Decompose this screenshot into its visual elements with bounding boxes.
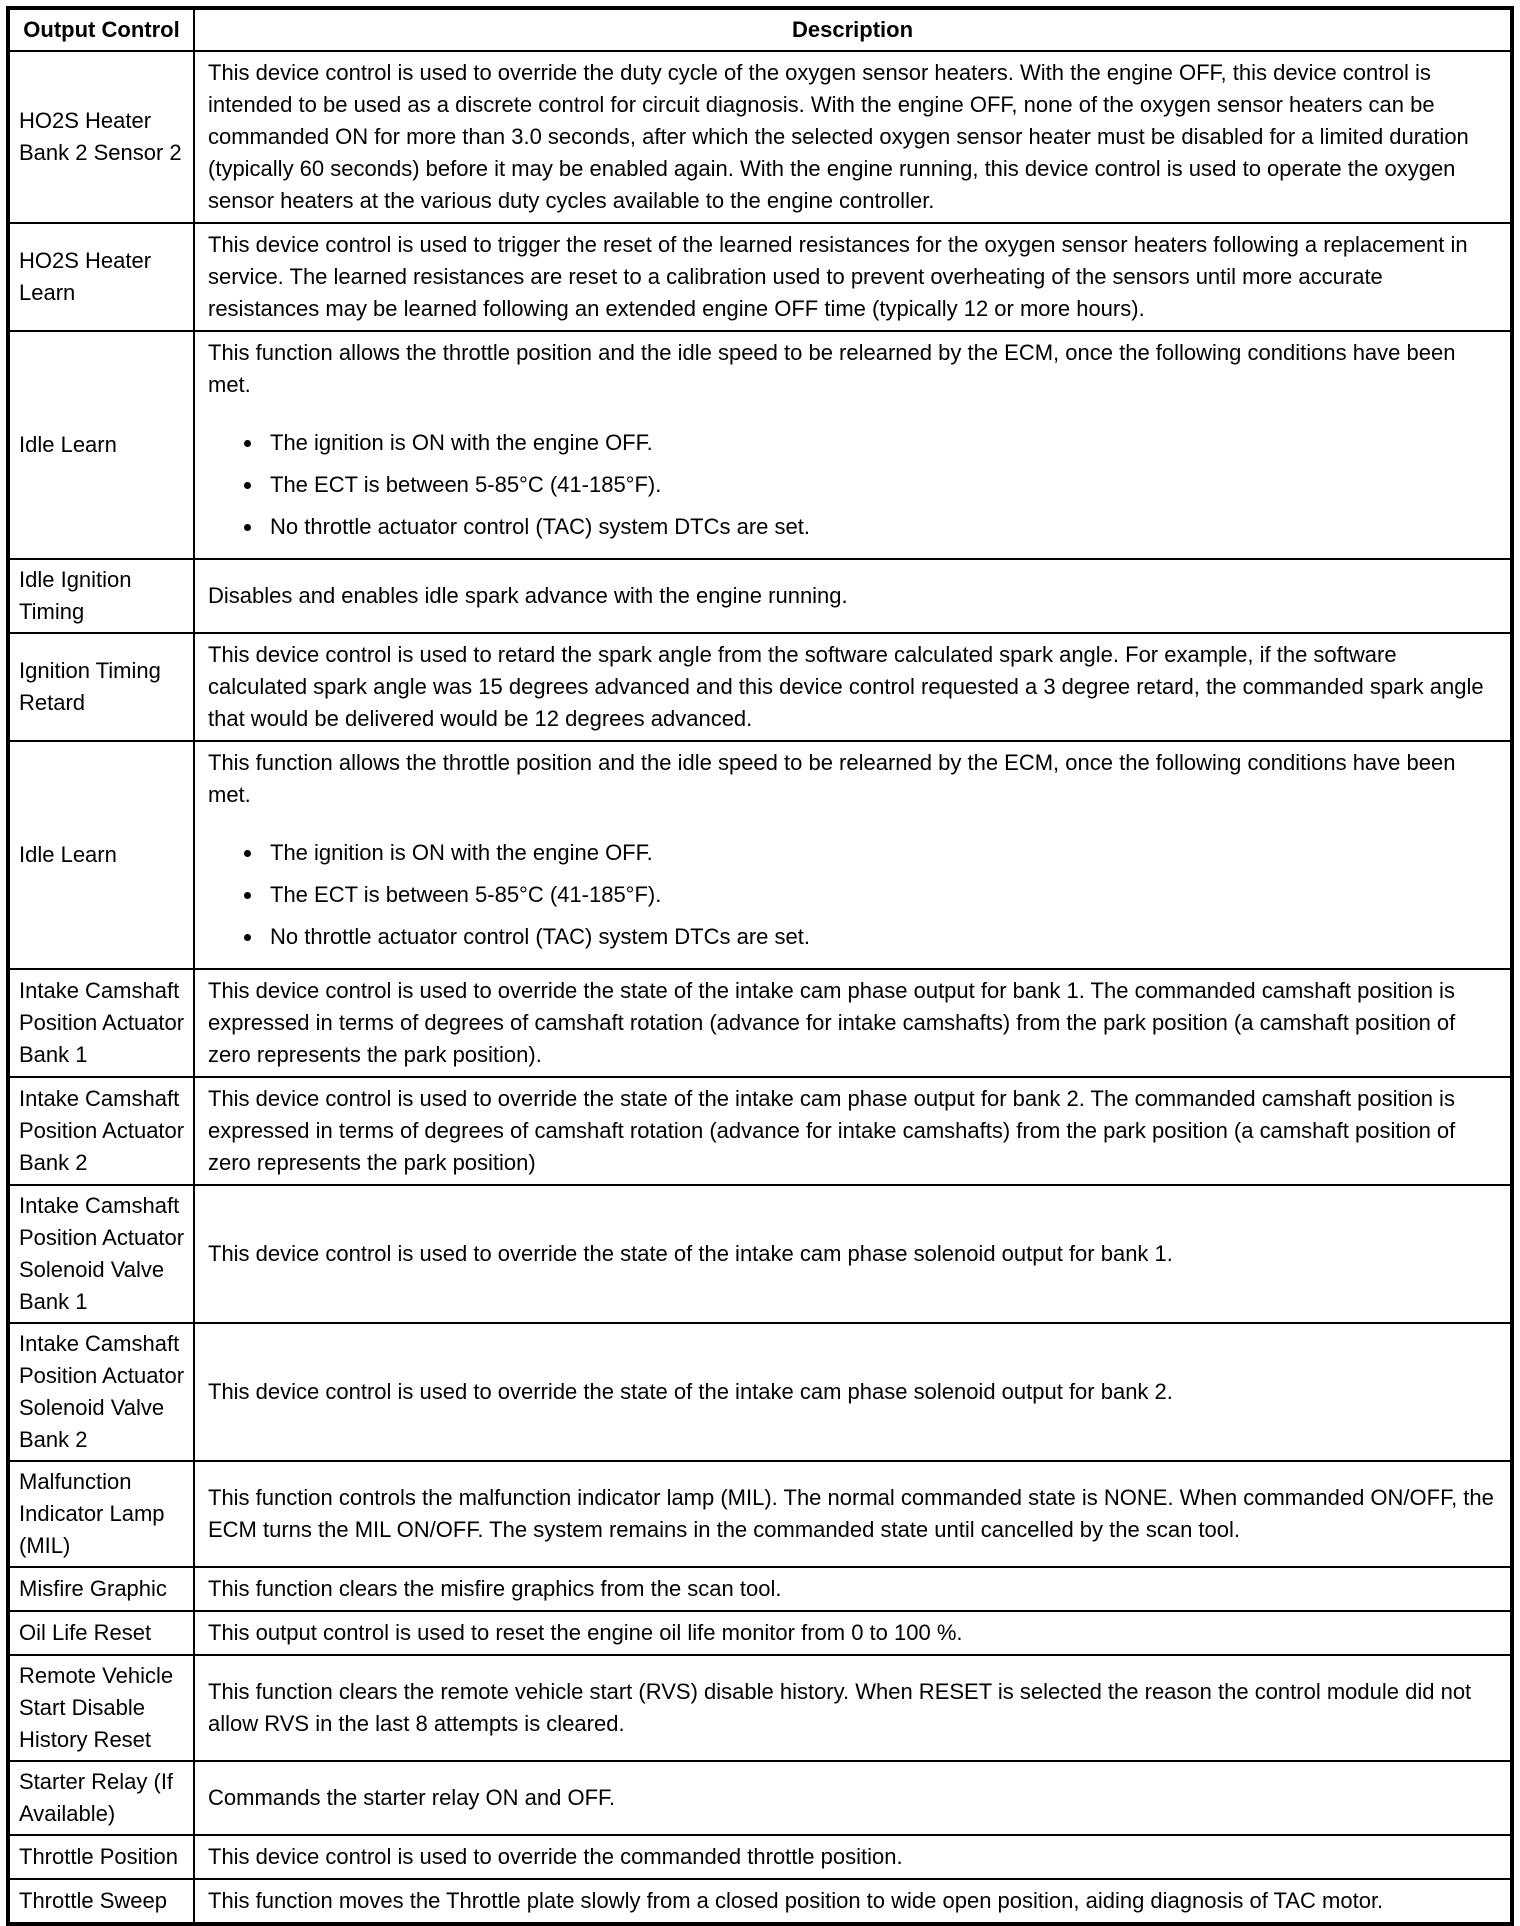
- table-row: [8, 1077, 1512, 1185]
- table-row: [8, 223, 1512, 331]
- table-row: [8, 1185, 1512, 1323]
- table-row: [8, 1461, 1512, 1567]
- description-cell: [194, 1077, 1512, 1185]
- description-text: This function controls the malfunction indicator lamp (MIL). The normal commanded state is NONE. When commanded ON/OFF, the ECM turns the MIL ON/OFF. The system remains in the commanded state until cancelled by the scan tool.: [208, 1485, 1494, 1542]
- control-cell: Malfunction Indicator Lamp (MIL): [8, 1461, 194, 1567]
- description-text: This device control is used to override the commanded throttle position.: [208, 1844, 903, 1869]
- table-header: [8, 8, 1512, 51]
- control-cell: Intake Camshaft Position Actuator Bank 2: [8, 1077, 194, 1185]
- description-text: This device control is used to override the state of the intake cam phase output for bank 2. The commanded camshaft position is expressed in terms of degrees of camshaft rotation (advance for intake camshafts) from the park position (a camshaft position of zero represents the park position): [208, 1086, 1456, 1175]
- table-row: [8, 1761, 1512, 1835]
- description-cell: [194, 1461, 1512, 1567]
- control-cell: Intake Camshaft Position Actuator Bank 1: [8, 969, 194, 1077]
- table-row: [8, 559, 1512, 633]
- description-text: This device control is used to override the duty cycle of the oxygen sensor heaters. With the engine OFF, this device control is intended to be used as a discrete control for circuit diagnosis. With the engine OFF, none of the oxygen sensor heaters can be commanded ON for more than 3.0 seconds, after which the selected oxygen sensor heater must be disabled for a limited duration (typically 60 seconds) before it may be enabled again. With the engine running, this device control is used to operate the oxygen sensor heaters at the various duty cycles available to the engine controller.: [208, 60, 1469, 213]
- description-text: This function clears the misfire graphics from the scan tool.: [208, 1576, 782, 1601]
- control-cell: Throttle Position: [8, 1835, 194, 1879]
- condition-item: • The ignition is ON with the engine OFF.: [264, 837, 1500, 869]
- description-cell: [194, 331, 1512, 559]
- control-cell: Throttle Sweep: [8, 1879, 194, 1924]
- table-row: [8, 331, 1512, 559]
- control-cell: Intake Camshaft Position Actuator Solenoid Valve Bank 1: [8, 1185, 194, 1323]
- column-header-description: Description: [194, 8, 1512, 51]
- description-text: This function moves the Throttle plate slowly from a closed position to wide open position, aiding diagnosis of TAC motor.: [208, 1888, 1384, 1913]
- column-header-output-control: Output Control: [8, 8, 194, 51]
- description-cell: [194, 969, 1512, 1077]
- condition-item: • No throttle actuator control (TAC) system DTCs are set.: [264, 511, 1500, 543]
- description-cell: [194, 1611, 1512, 1655]
- description-cell: [194, 1567, 1512, 1611]
- description-text: This function clears the remote vehicle start (RVS) disable history. When RESET is selected the reason the control module did not allow RVS in the last 8 attempts is cleared.: [208, 1679, 1472, 1736]
- control-cell: Starter Relay (If Available): [8, 1761, 194, 1835]
- control-cell: HO2S Heater Bank 2 Sensor 2: [8, 51, 194, 223]
- condition-item: • The ECT is between 5-85°C (41-185°F).: [264, 879, 1500, 911]
- description-text: This device control is used to override the state of the intake cam phase solenoid output for bank 2.: [208, 1379, 1173, 1404]
- control-cell: Ignition Timing Retard: [8, 633, 194, 741]
- condition-list: [242, 837, 1500, 953]
- condition-item: • The ECT is between 5-85°C (41-185°F).: [264, 469, 1500, 501]
- description-cell: [194, 1835, 1512, 1879]
- description-text: This output control is used to reset the engine oil life monitor from 0 to 100 %.: [208, 1620, 963, 1645]
- control-cell: Misfire Graphic: [8, 1567, 194, 1611]
- condition-list: [242, 427, 1500, 543]
- description-text: This function allows the throttle position and the idle speed to be relearned by the ECM, once the following conditions have been met.: [208, 750, 1456, 807]
- condition-item: • No throttle actuator control (TAC) system DTCs are set.: [264, 921, 1500, 953]
- output-control-table-body: [8, 51, 1512, 1924]
- description-text: This function allows the throttle position and the idle speed to be relearned by the ECM, once the following conditions have been met.: [208, 340, 1456, 397]
- description-text: Disables and enables idle spark advance with the engine running.: [208, 583, 848, 608]
- table-row: [8, 969, 1512, 1077]
- table-row: [8, 1655, 1512, 1761]
- description-cell: [194, 51, 1512, 223]
- control-cell: Remote Vehicle Start Disable History Reset: [8, 1655, 194, 1761]
- description-text: This device control is used to override the state of the intake cam phase output for bank 1. The commanded camshaft position is expressed in terms of degrees of camshaft rotation (advance for intake camshafts) from the park position (a camshaft position of zero represents the park position).: [208, 978, 1456, 1067]
- condition-item: • The ignition is ON with the engine OFF.: [264, 427, 1500, 459]
- control-cell: HO2S Heater Learn: [8, 223, 194, 331]
- table-row: [8, 633, 1512, 741]
- table-row: [8, 1567, 1512, 1611]
- output-control-table: [6, 6, 1514, 1926]
- table-row: [8, 1835, 1512, 1879]
- description-cell: [194, 1185, 1512, 1323]
- description-cell: [194, 223, 1512, 331]
- control-cell: Idle Learn: [8, 741, 194, 969]
- description-cell: [194, 741, 1512, 969]
- table-row: [8, 1611, 1512, 1655]
- control-cell: Intake Camshaft Position Actuator Solenoid Valve Bank 2: [8, 1323, 194, 1461]
- description-text: This device control is used to retard the spark angle from the software calculated spark angle. For example, if the software calculated spark angle was 15 degrees advanced and this device control requested a 3 degree retard, the commanded spark angle that would be delivered would be 12 degrees advanced.: [208, 642, 1484, 731]
- control-cell: Oil Life Reset: [8, 1611, 194, 1655]
- description-text: This device control is used to trigger the reset of the learned resistances for the oxygen sensor heaters following a replacement in service. The learned resistances are reset to a calibration used to prevent overheating of the sensors until more accurate resistances may be learned following an extended engine OFF time (typically 12 or more hours).: [208, 232, 1468, 321]
- control-cell: Idle Learn: [8, 331, 194, 559]
- description-text: This device control is used to override the state of the intake cam phase solenoid output for bank 1.: [208, 1241, 1173, 1266]
- description-cell: [194, 633, 1512, 741]
- table-row: [8, 1323, 1512, 1461]
- control-cell: Idle Ignition Timing: [8, 559, 194, 633]
- table-row: [8, 51, 1512, 223]
- description-cell: [194, 1761, 1512, 1835]
- description-cell: [194, 1323, 1512, 1461]
- table-row: [8, 741, 1512, 969]
- description-cell: [194, 559, 1512, 633]
- description-text: Commands the starter relay ON and OFF.: [208, 1785, 616, 1810]
- description-cell: [194, 1655, 1512, 1761]
